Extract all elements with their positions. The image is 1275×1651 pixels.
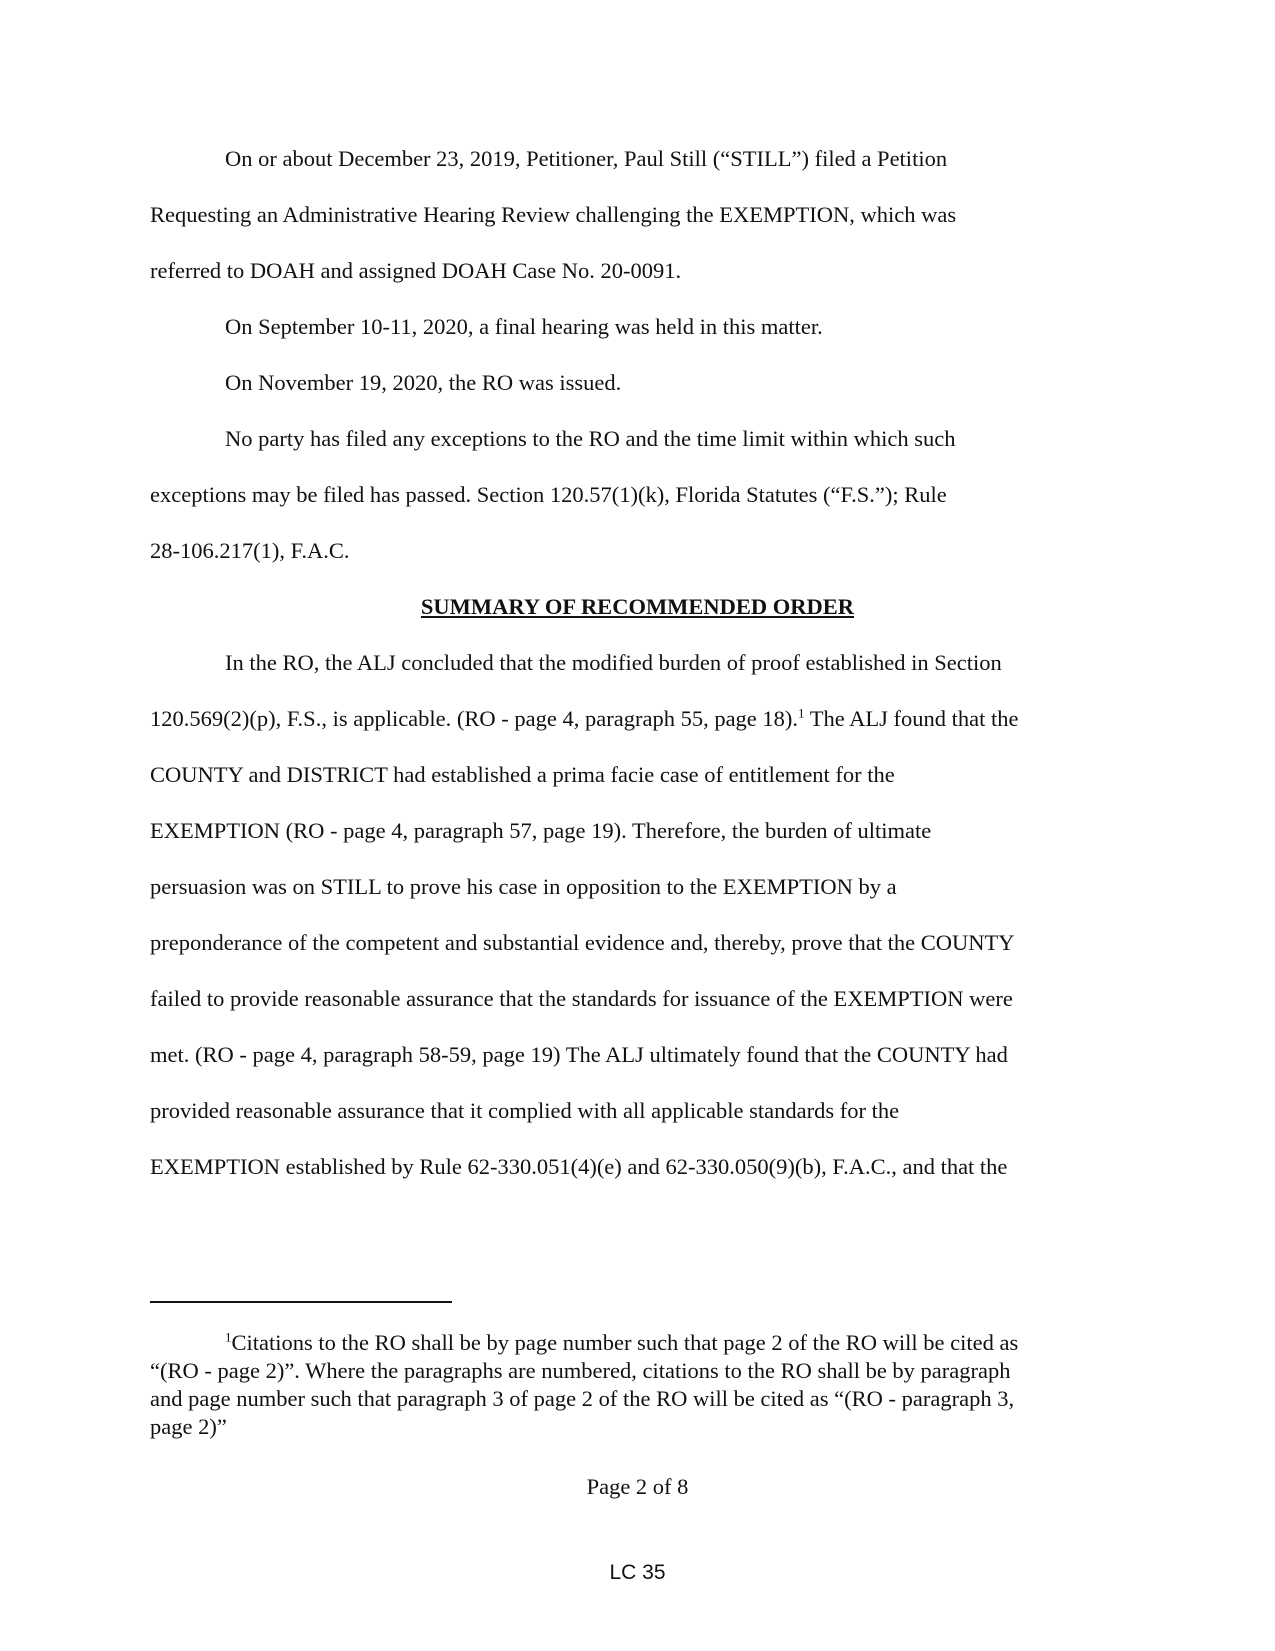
footnote-line: “(RO - page 2)”. Where the paragraphs are numbered, citations to the RO shall be by paragraph bbox=[150, 1358, 1011, 1383]
footnote-line: and page number such that paragraph 3 of page 2 of the RO will be cited as “(RO - paragraph 3, bbox=[150, 1386, 1015, 1411]
paragraph-line: preponderance of the competent and substantial evidence and, thereby, prove that the COUNTY bbox=[150, 930, 1015, 955]
paragraph-line bbox=[150, 706, 1130, 732]
paragraph-line: On September 10-11, 2020, a final hearing was held in this matter. bbox=[225, 314, 823, 339]
paragraph-line: provided reasonable assurance that it complied with all applicable standards for the bbox=[150, 1098, 900, 1123]
line-text: 120.569(2)(p), F.S., is applicable. (RO - page 4, paragraph 55, page 18). bbox=[150, 706, 799, 731]
footnote-line bbox=[225, 1330, 1205, 1356]
paragraph-line: persuasion was on STILL to prove his case in opposition to the EXEMPTION by a bbox=[150, 874, 897, 899]
paragraph-line: referred to DOAH and assigned DOAH Case No. 20-0091. bbox=[150, 258, 682, 283]
paragraph-line: COUNTY and DISTRICT had established a prima facie case of entitlement for the bbox=[150, 762, 895, 787]
paragraph-line: 28-106.217(1), F.A.C. bbox=[150, 538, 350, 563]
footnote-line: page 2)” bbox=[150, 1414, 227, 1439]
section-heading: SUMMARY OF RECOMMENDED ORDER bbox=[420, 594, 855, 619]
footnote-separator bbox=[150, 1301, 452, 1303]
page-stamp: LC 35 bbox=[609, 1561, 666, 1584]
paragraph-line: failed to provide reasonable assurance that the standards for issuance of the EXEMPTION were bbox=[150, 986, 1013, 1011]
paragraph-line: EXEMPTION established by Rule 62-330.051(4)(e) and 62-330.050(9)(b), F.A.C., and that the bbox=[150, 1154, 1008, 1179]
footnote-marker: 1 bbox=[225, 1329, 232, 1345]
paragraph-line: No party has filed any exceptions to the RO and the time limit within which such bbox=[225, 426, 956, 451]
paragraph-line: met. (RO - page 4, paragraph 58-59, page 19) The ALJ ultimately found that the COUNTY had bbox=[150, 1042, 1008, 1067]
footnote-reference: 1 bbox=[798, 705, 805, 721]
line-text: The ALJ found that the bbox=[804, 706, 1019, 731]
paragraph-line: EXEMPTION (RO - page 4, paragraph 57, page 19). Therefore, the burden of ultimate bbox=[150, 818, 932, 843]
paragraph-line: exceptions may be filed has passed. Section 120.57(1)(k), Florida Statutes (“F.S.”); Rule bbox=[150, 482, 947, 507]
paragraph-line: In the RO, the ALJ concluded that the modified burden of proof established in Section bbox=[225, 650, 1002, 675]
page-number: Page 2 of 8 bbox=[586, 1474, 689, 1499]
paragraph-line: On November 19, 2020, the RO was issued. bbox=[225, 370, 622, 395]
paragraph-line: On or about December 23, 2019, Petitioner, Paul Still (“STILL”) filed a Petition bbox=[225, 146, 948, 171]
paragraph-line: Requesting an Administrative Hearing Review challenging the EXEMPTION, which was bbox=[150, 202, 957, 227]
footnote-text: Citations to the RO shall be by page number such that page 2 of the RO will be cited as bbox=[231, 1330, 1019, 1355]
